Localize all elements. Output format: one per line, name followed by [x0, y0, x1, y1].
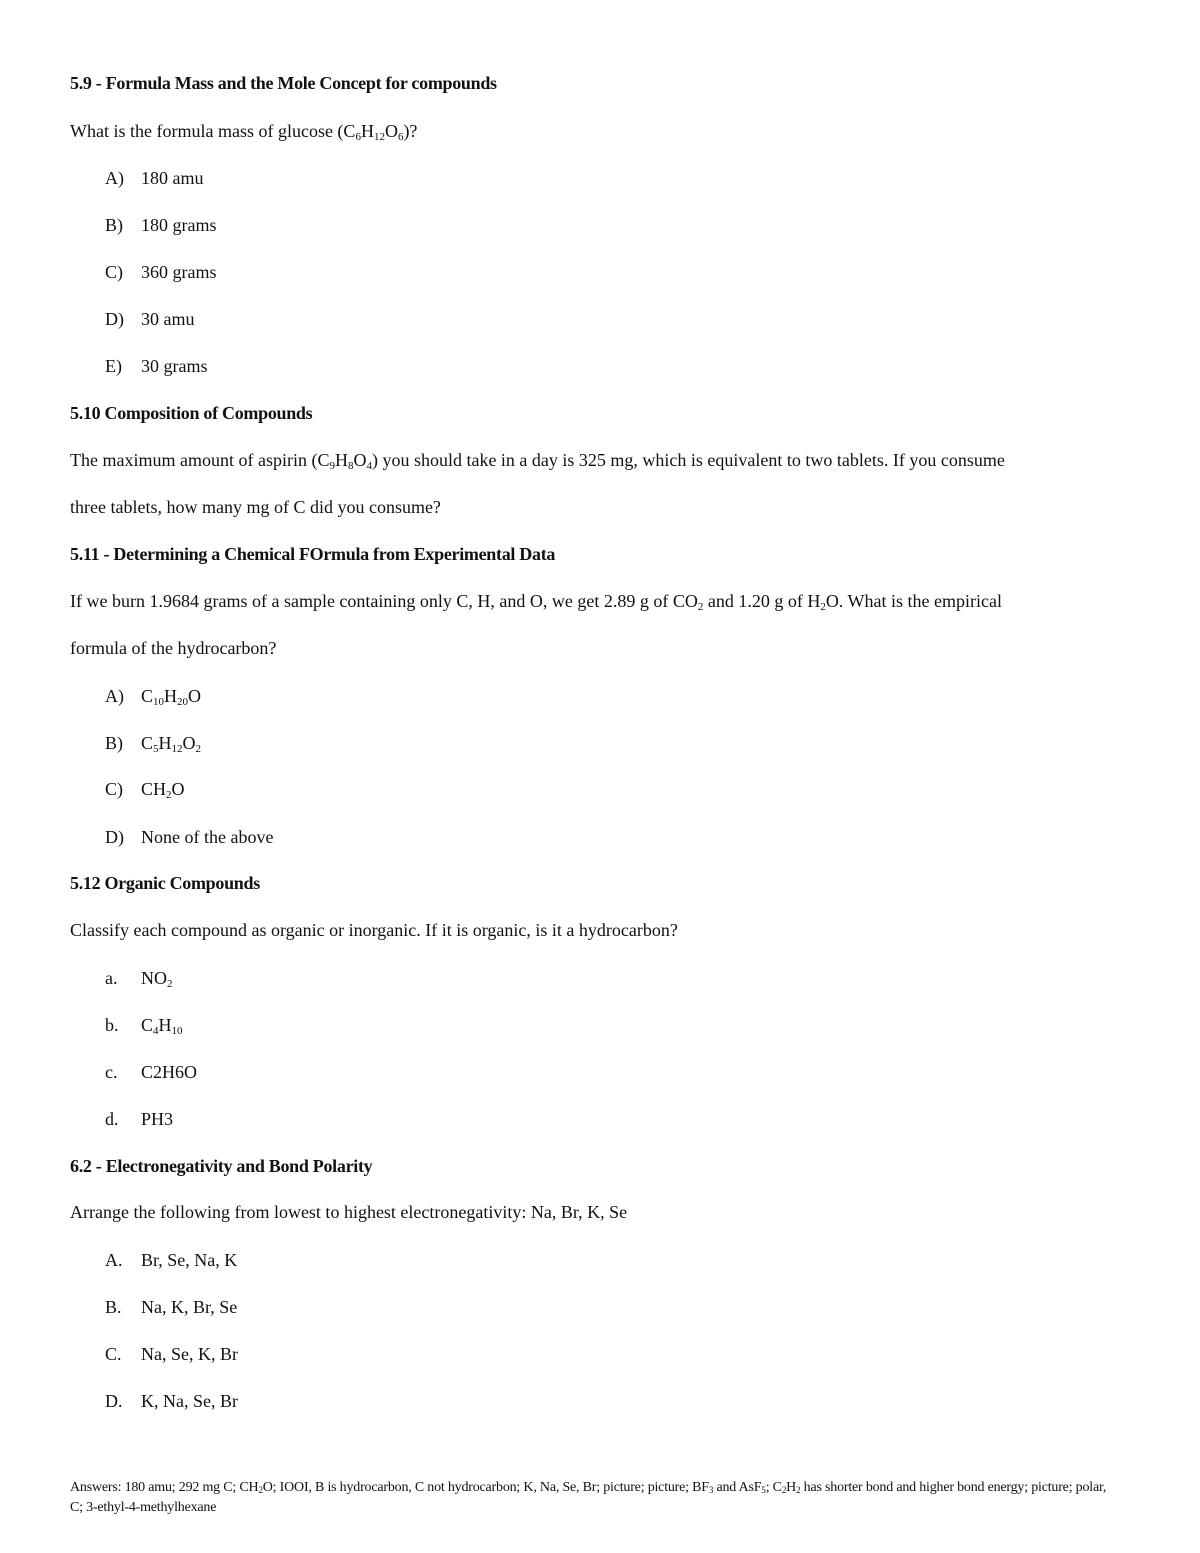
question-5-9: What is the formula mass of glucose $(C_6H_{12}O_6)$?: [70, 121, 418, 143]
section-heading-5-9: 5.9 - Formula Mass and the Mole Concept for compounds: [70, 73, 497, 93]
question-5-10-line2: three tablets, how many mg of C did you consume?: [70, 497, 441, 517]
section-heading-5-10: 5.10 Composition of Compounds: [70, 403, 313, 423]
question-5-11-line1: If we burn 1.9684 grams of a sample containing only C, H, and O, we get 2.89 g of $CO_2$ and 1.20 g of $H_2O$. What is the empirical: [70, 591, 1002, 613]
question-5-10-line1: The maximum amount of aspirin $(C_9H_8O_4)$ you should take in a day is 325 mg, which is equivalent to two tablets. If you consume: [70, 450, 1005, 472]
question-5-12: Classify each compound as organic or inorganic. If it is organic, is it a hydrocarbon?: [70, 920, 678, 940]
document-page: 5.9 - Formula Mass and the Mole Concept for compounds What is the formula mass of glucose $(C_6H_{12}O_6)$? A) 180 amu B) 180 grams C) 360 grams D) 30 amu E) 30 grams 5.10 Composition of Compounds The maximum amount of aspirin $(C_9H_8O_4)$ you should take in a day is 325 mg, which is equivalent to two tablets. If you consume three tablets, how many mg of C did you consume? 5.11 - Determining a Chemical FOrmula from Experimental Data If we burn 1.9684 grams of a sample containing only C, H, and O, we get 2.89 g of $CO_2$ and 1.20 g of $H_2O$. What is the empirical formula of the hydrocarbon? A) $C_{10}H_{20}O$ B) $C_5H_{12}O_2$ C) $CH_2O$ D) None of the above 5.12 Organic Compounds Classify each compound as organic or inorganic. If it is organic, is it a hydrocarbon? a. $NO_2$ b. $C_4H_{10}$ c. C2H6O d. PH3 6.2 - Electronegativity and Bond Polarity Arrange the following from lowest to highest electronegativity: Na, Br, K, Se A. Br, Se, Na, K B. Na, K, Br, Se C. Na, Se, K, Br D. K, Na, Se, Br Answers: 180 amu; 292 mg C; $CH_2O$; IOOI, B is hydrocarbon, C not hydrocarbon; K, Na, Se, Br; picture; picture; $BF_3$ and AsF$_5$; $C_2H_2$ has shorter bond and higher bond energy; picture; polar, C; 3-ethyl-4-methylhexane: [0, 0, 1200, 1553]
answers-footnote: Answers: 180 amu; 292 mg C; $CH_2O$; IOOI, B is hydrocarbon, C not hydrocarbon; K, Na, Se, Br; picture; picture; $BF_3$ and AsF$_5$; $C_2H_2$ has shorter bond and higher bond energy; picture; polar, C; 3-ethyl-4-methylhexane: [70, 1480, 1107, 1515]
section-heading-5-12: 5.12 Organic Compounds: [70, 873, 260, 893]
section-heading-6-2: 6.2 - Electronegativity and Bond Polarity: [70, 1156, 373, 1176]
question-5-11-line2: formula of the hydrocarbon?: [70, 638, 277, 658]
question-6-2: Arrange the following from lowest to highest electronegativity: Na, Br, K, Se: [70, 1202, 628, 1222]
section-heading-5-11: 5.11 - Determining a Chemical FOrmula from Experimental Data: [70, 544, 556, 564]
